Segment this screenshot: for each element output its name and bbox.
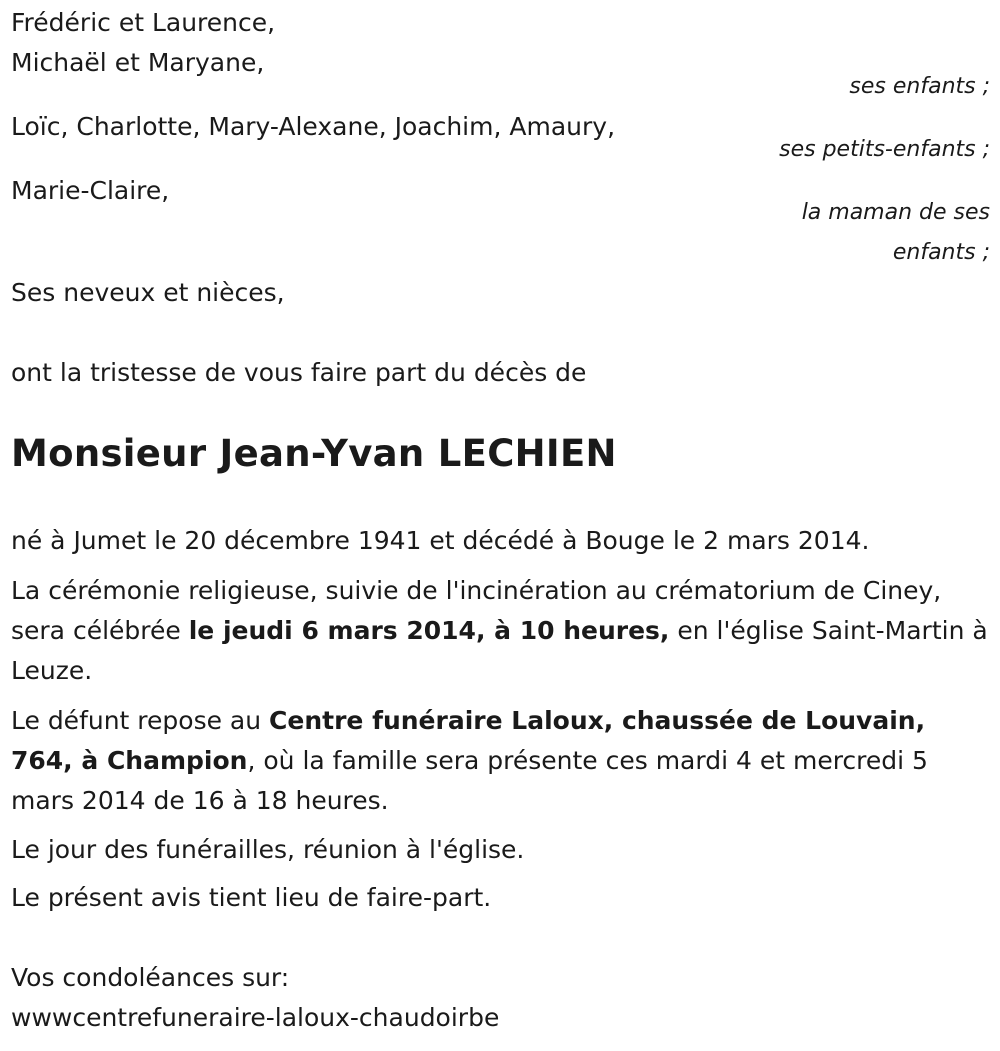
grandchildren-role: ses petits-enfants ; bbox=[779, 137, 990, 162]
nephews-nieces: Ses neveux et nièces, bbox=[11, 278, 285, 307]
family-line-2: Michaël et Maryane, bbox=[11, 48, 265, 77]
ceremony-text-1: La cérémonie religieuse, suivie de l'incinération au crématorium de Ciney, sera célébrée bbox=[11, 576, 942, 645]
family-line-1: Frédéric et Laurence, bbox=[11, 8, 276, 37]
grandchildren-names: Loïc, Charlotte, Mary-Alexane, Joachim, Amaury, bbox=[11, 112, 616, 141]
announcement-text: ont la tristesse de vous faire part du décès de bbox=[11, 358, 587, 387]
rest-paragraph bbox=[11, 701, 991, 821]
ceremony-text-2: en l'église Saint-Martin à Leuze. bbox=[11, 616, 988, 685]
meeting-text: Le jour des funérailles, réunion à l'église. bbox=[11, 835, 525, 864]
birth-death-text: né à Jumet le 20 décembre 1941 et décédé à Bouge le 2 mars 2014. bbox=[11, 526, 870, 555]
condolences-url[interactable]: wwwcentrefuneraire-laloux-chaudoirbe bbox=[11, 1003, 500, 1032]
ex-partner-role-line-2: enfants ; bbox=[892, 240, 990, 265]
rest-text-2: , où la famille sera présente ces mardi 4 et mercredi 5 mars 2014 de 16 à 18 heures. bbox=[11, 746, 928, 815]
ceremony-datetime: le jeudi 6 mars 2014, à 10 heures, bbox=[188, 616, 670, 645]
children-role: ses enfants ; bbox=[849, 74, 990, 99]
funeral-home-address: Centre funéraire Laloux, chaussée de Louvain, 764, à Champion bbox=[11, 706, 926, 775]
ex-partner-name: Marie-Claire, bbox=[11, 176, 170, 205]
ex-partner-role-line-1: la maman de ses bbox=[801, 200, 990, 225]
ceremony-paragraph bbox=[11, 571, 991, 691]
notice-text: Le présent avis tient lieu de faire-part. bbox=[11, 883, 492, 912]
rest-text-1: Le défunt repose au bbox=[11, 706, 270, 735]
deceased-name: Monsieur Jean-Yvan LECHIEN bbox=[11, 432, 617, 475]
condolences-label: Vos condoléances sur: bbox=[11, 963, 290, 992]
